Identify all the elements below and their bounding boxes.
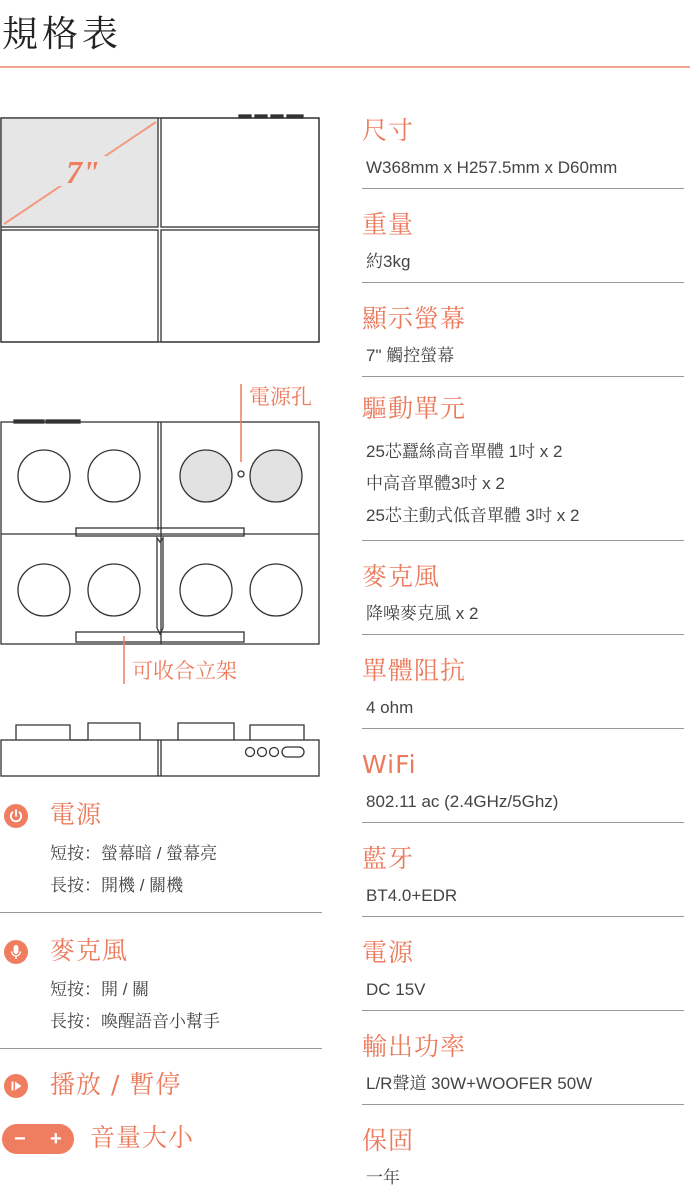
spec-title: 輸出功率 <box>362 1032 467 1061</box>
control-title: 電源 <box>50 800 103 829</box>
page-title: 規格表 <box>2 14 123 55</box>
spec-value: L/R聲道 30W+WOOFER 50W <box>366 1074 593 1093</box>
title-divider <box>0 66 690 68</box>
control-play-pause <box>0 1068 322 1102</box>
spec-title: 驅動單元 <box>362 394 467 423</box>
spec-value: 4 ohm <box>366 698 414 717</box>
spec-divider <box>362 822 684 823</box>
spec-impedance <box>362 656 686 729</box>
spec-value: 一年 <box>366 1168 400 1187</box>
spec-weight <box>362 210 686 283</box>
button-volume <box>282 747 304 757</box>
control-line: 長按：喚醒語音小幫手 <box>50 1012 220 1031</box>
spec-title: 保固 <box>362 1126 415 1155</box>
spec-microphone <box>362 562 686 635</box>
spec-value: 25芯蠶絲高音單體 1吋 x 2 <box>366 442 563 461</box>
spec-divider <box>362 728 684 729</box>
spec-bluetooth <box>362 844 686 917</box>
spec-divider <box>362 188 684 189</box>
spec-value: 降噪麥克風 x 2 <box>366 604 479 623</box>
speaker-driver <box>250 564 302 616</box>
speaker-tweeter <box>250 450 302 502</box>
button-power <box>246 748 255 757</box>
control-title: 音量大小 <box>90 1123 195 1152</box>
volume-icon <box>2 1124 74 1154</box>
control-title: 播放 / 暫停 <box>50 1070 182 1099</box>
power-port <box>238 471 244 477</box>
speaker-driver <box>18 564 70 616</box>
volume-minus-icon: − <box>14 1128 26 1150</box>
control-power <box>0 798 322 913</box>
control-line: 短按：螢幕暗 / 螢幕亮 <box>50 844 218 863</box>
speaker-driver <box>180 564 232 616</box>
product-illustration <box>0 110 330 790</box>
button-mic <box>258 748 267 757</box>
front-view <box>1 115 319 342</box>
spec-drivers <box>362 394 686 541</box>
speaker-driver <box>18 450 70 502</box>
spec-value: 7" 觸控螢幕 <box>366 346 455 365</box>
spec-title: 顯示螢幕 <box>362 304 467 333</box>
power-icon <box>4 804 28 828</box>
back-view <box>1 420 319 644</box>
speaker-tweeter <box>180 450 232 502</box>
spec-divider <box>362 1104 684 1105</box>
control-divider <box>0 912 322 913</box>
spec-title: 單體阻抗 <box>362 656 467 685</box>
control-divider <box>0 1048 322 1049</box>
spec-output <box>362 1032 686 1105</box>
speaker-driver <box>88 450 140 502</box>
screen-size-label: 7" <box>66 154 100 190</box>
top-view <box>1 723 319 776</box>
spec-title: 重量 <box>362 210 415 239</box>
spec-title: 麥克風 <box>362 562 441 591</box>
volume-plus-icon: + <box>50 1128 62 1150</box>
spec-value: DC 15V <box>366 980 426 999</box>
button-play <box>270 748 279 757</box>
control-microphone <box>0 934 322 1049</box>
spec-divider <box>362 916 684 917</box>
spec-title: 藍牙 <box>362 844 415 873</box>
spec-display <box>362 304 686 377</box>
power-port-label: 電源孔 <box>249 385 312 409</box>
spec-wifi <box>362 750 686 823</box>
spec-divider <box>362 376 684 377</box>
spec-divider <box>362 540 684 541</box>
spec-title: WiFi <box>362 750 417 779</box>
spec-power <box>362 938 686 1011</box>
spec-divider <box>362 282 684 283</box>
spec-warranty <box>362 1126 686 1194</box>
spec-value: BT4.0+EDR <box>366 886 458 905</box>
microphone-icon <box>4 940 28 964</box>
spec-value: 中高音單體3吋 x 2 <box>366 474 505 493</box>
spec-title: 尺寸 <box>362 116 415 145</box>
control-line: 短按：開 / 關 <box>50 980 150 999</box>
spec-title: 電源 <box>362 938 415 967</box>
control-line: 長按：開機 / 關機 <box>50 876 184 895</box>
spec-dimensions <box>362 116 686 189</box>
spec-divider <box>362 634 684 635</box>
stand-label: 可收合立架 <box>132 659 237 683</box>
spec-value: 802.11 ac (2.4GHz/5Ghz) <box>366 792 559 811</box>
spec-value: 約3kg <box>366 252 411 271</box>
spec-value: 25芯主動式低音單體 3吋 x 2 <box>366 506 580 525</box>
spec-value: W368mm x H257.5mm x D60mm <box>366 158 618 177</box>
control-title: 麥克風 <box>50 936 129 965</box>
play-pause-icon <box>4 1074 28 1098</box>
spec-divider <box>362 1010 684 1011</box>
speaker-driver <box>88 564 140 616</box>
